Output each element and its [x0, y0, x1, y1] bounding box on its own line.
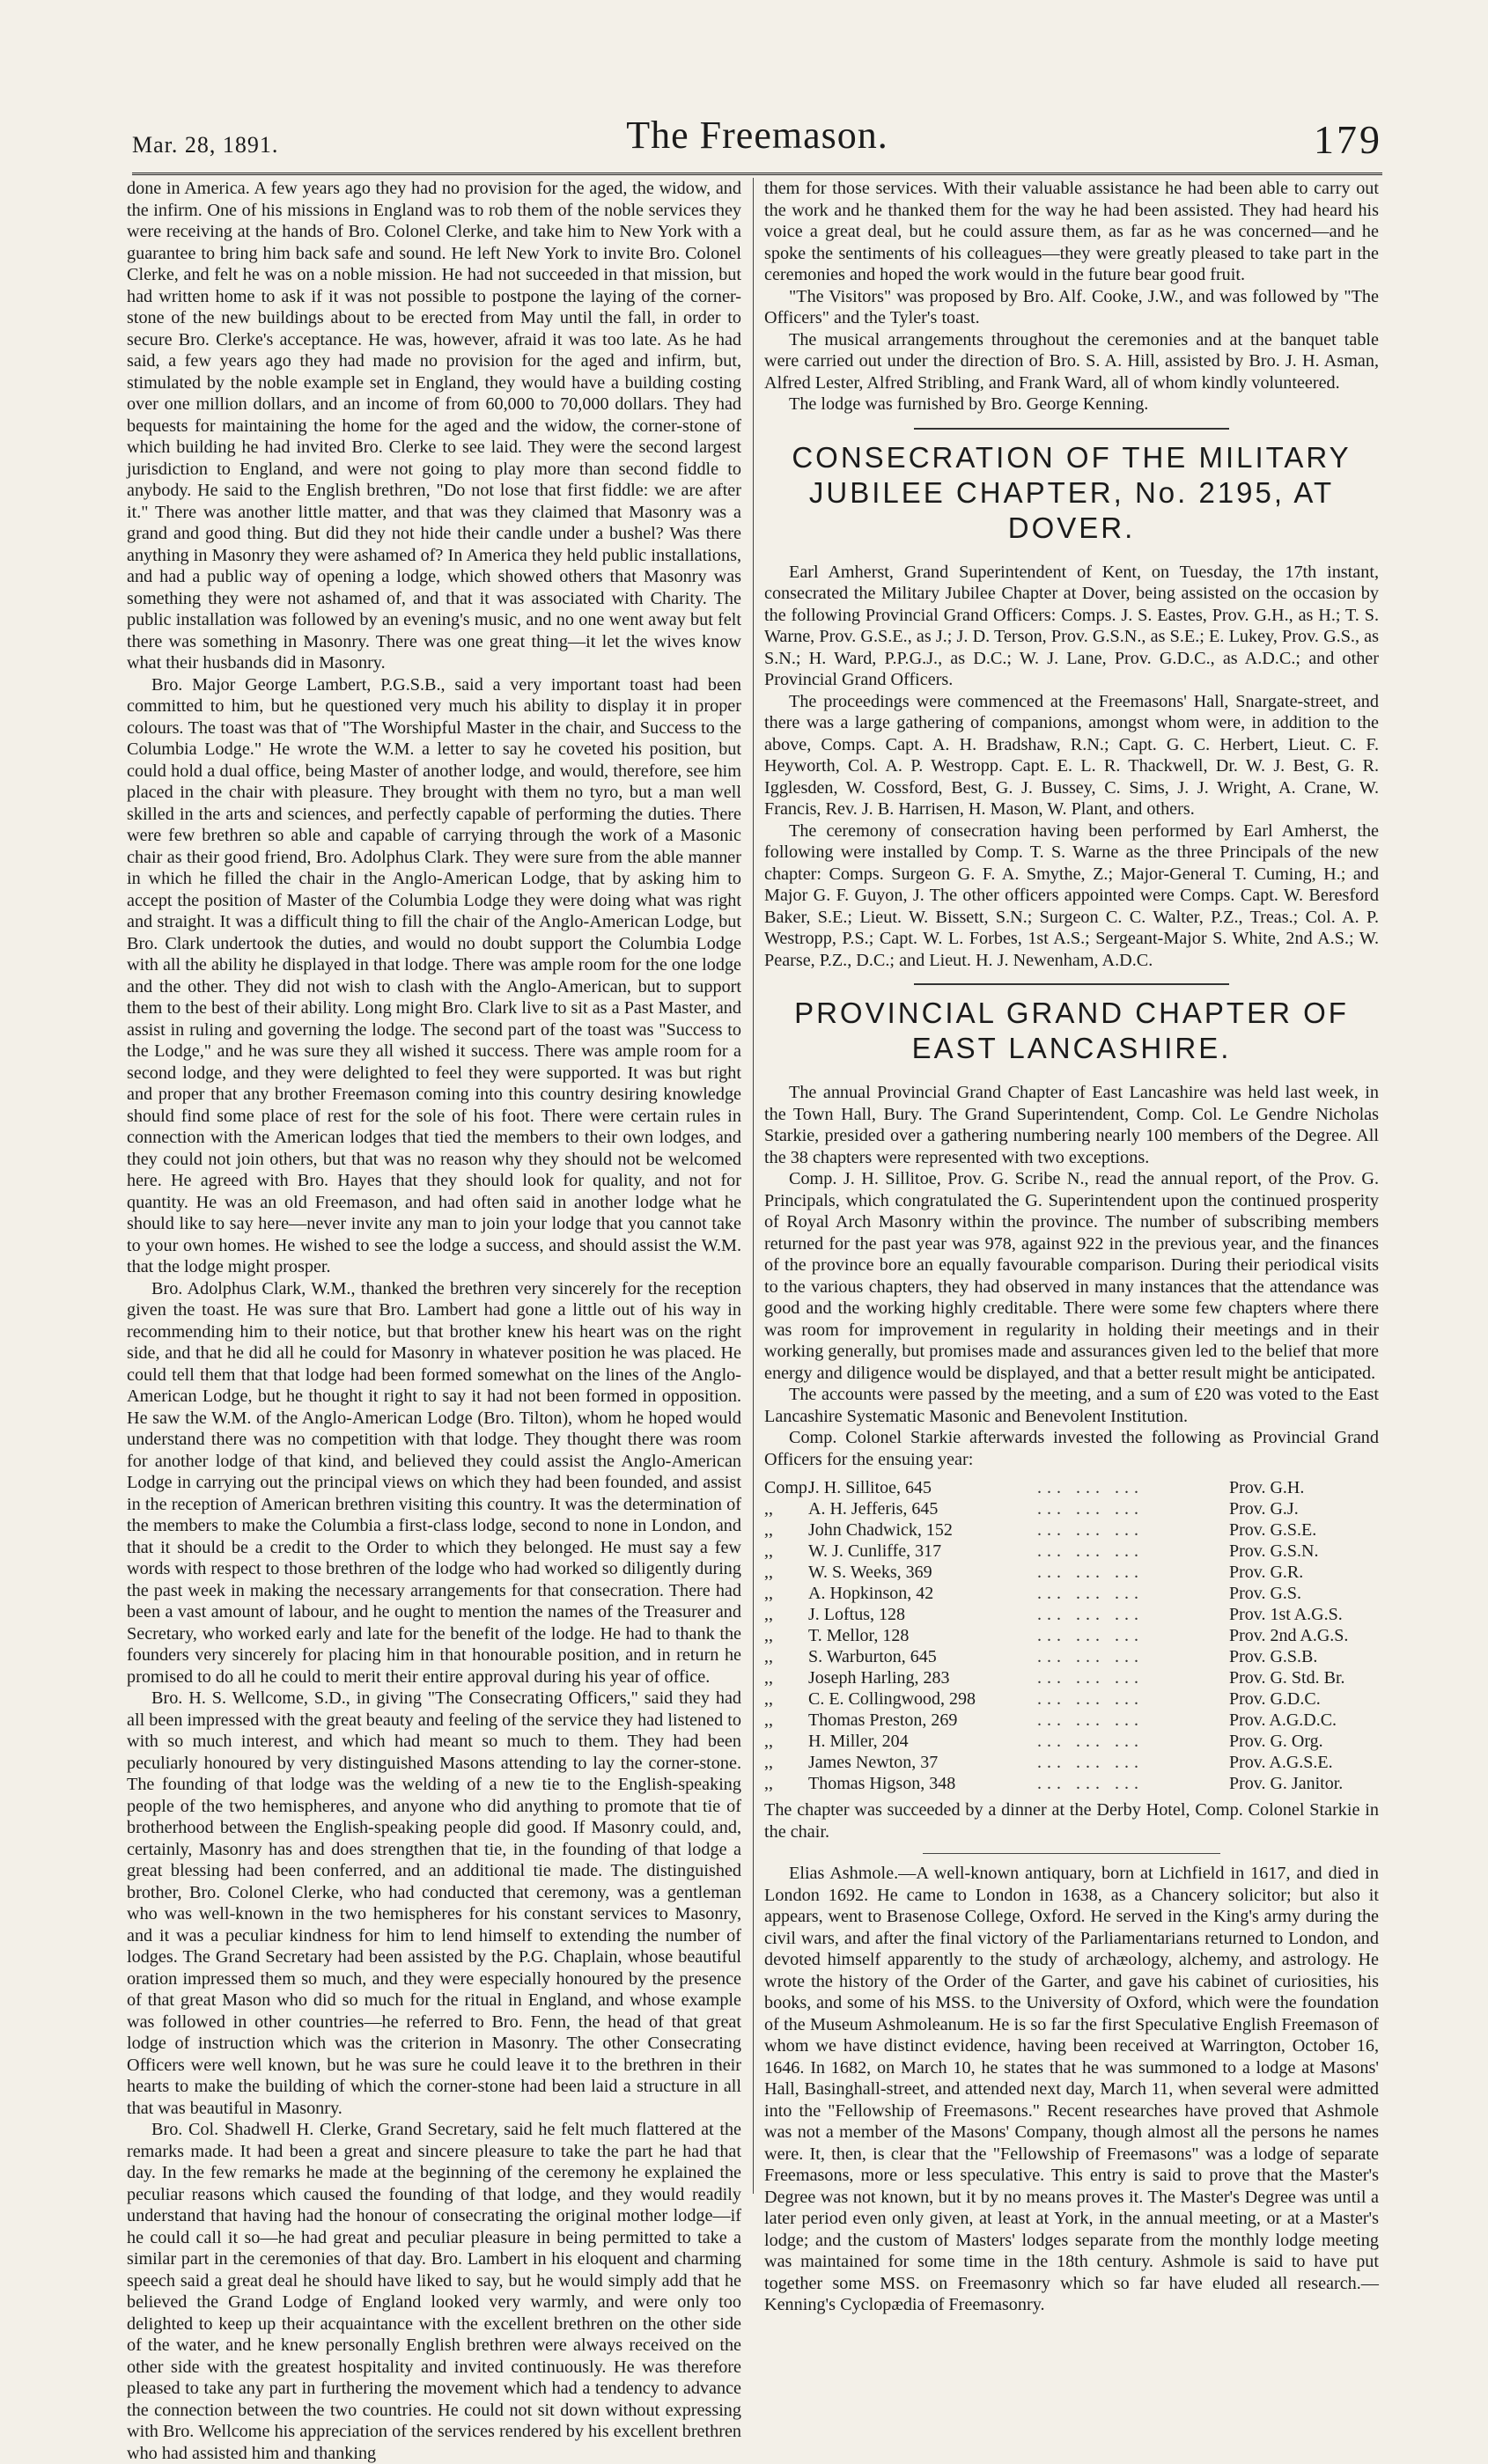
- officer-leader-dots: ... ... ...: [1037, 1541, 1144, 1561]
- issue-date: Mar. 28, 1891.: [132, 132, 279, 158]
- officer-prefix: Comp.: [764, 1478, 812, 1497]
- officer-name: John Chadwick, 152: [808, 1520, 953, 1540]
- officer-name: H. Miller, 204: [808, 1732, 909, 1751]
- officer-leader-dots: ... ... ...: [1037, 1478, 1144, 1497]
- heading-line: PROVINCIAL GRAND CHAPTER OF: [794, 997, 1349, 1029]
- right-column: [764, 178, 1379, 2314]
- page-number: 179: [1314, 117, 1382, 162]
- section-rule: [914, 428, 1229, 430]
- article-paragraph: "The Visitors" was proposed by Bro. Alf. Cooke, J.W., and was followed by "The Officers" and the Tyler's toast.: [764, 286, 1379, 327]
- officer-row: [764, 1752, 1379, 1773]
- article-paragraph: Comp. Colonel Starkie afterwards invested the following as Provincial Grand Officers for the ensuing year:: [764, 1428, 1379, 1469]
- officer-name: W. S. Weeks, 369: [808, 1563, 932, 1582]
- officer-row: [764, 1625, 1379, 1646]
- officer-prefix: ,,: [764, 1710, 773, 1730]
- article-paragraph: done in America. A few years ago they had no provision for the aged, the widow, and the infirm. One of his missions in England was to rob them of the noble services they were receiving at the hands of Bro. Colonel Clerke, and take him to New York with a guarantee to bring him back safe and sound. He left New York to invite Bro. Colonel Clerke, and felt he was on a noble mission. He had not succeeded in that mission, but had written home to ask if it was not possible to postpone the laying of the corner-stone of the new buildings about to be erected from May until the fall, in order to secure Bro. Clerke's acceptance. He was, however, afraid it was too late. As he had said, a few years ago they had made no provision for the aged and infirm, but, stimulated by the noble example set in England, they would have a building costing over one million dollars, and an income of from 60,000 to 70,000 dollars. They had bequests for maintaining the home for the aged and the widow, the corner-stone of which building he had invited Bro. Clerke to see laid. They were the second largest jurisdiction to England, and were not going to play more than second fiddle to anybody. He said to the English brethren, "Do not lose that first fiddle: we are after it." There was another little matter, and that was they claimed that Masonry was a grand and good thing. But did they not hide their candle under a bushel? Was there anything in Masonry they were ashamed of? In America they held public installations, and had a public way of opening a lodge, which showed others that Masonry was something they were not ashamed of, and that it was associated with Charity. The public installation was followed by an evening's music, and no one went away but felt there was something in Masonry. There was one great thing—it let the wives know what their husbands did in Masonry.: [127, 179, 741, 673]
- officer-name: S. Warburton, 645: [808, 1647, 937, 1666]
- officer-title: Prov. G.S.B.: [1229, 1647, 1318, 1666]
- article-paragraph: Bro. Adolphus Clark, W.M., thanked the brethren very sincerely for the reception given the toast. He was sure that Bro. Lambert had gone a little out of his way in recommending him to their notice, but that brother knew his heart was on the right side, and that he did all he could for Masonry in whatever position he was placed. He could tell them that that lodge had been formed somewhat on the lines of the Anglo-American Lodge, but he thought it right to say it had not been formed in opposition. He saw the W.M. of the Anglo-American Lodge (Bro. Tilton), whom he hoped would understand there was no competition with that lodge. They thought there was room for another lodge of that kind, and believed they could assist the Anglo-American Lodge in carrying out the principal views on which they had been founded, and assist in the reception of American brethren visiting this country. It was the determination of the members to make the Columbia a first-class lodge, second to none in London, and that it should be a credit to the Order to which they belonged. He must say a few words with respect to those brethren of the lodge who had worked so diligently during the past week in making the necessary arrangements for that consecration. There had been a vast amount of labour, and he ought to mention the names of the Treasurer and Secretary, who worked early and late for the benefit of the lodge. He had to thank the founders very sincerely for placing him in that honourable position, and in return he promised to do all he could to merit their entire approval during his year of office.: [127, 1278, 741, 1687]
- officer-name: A. H. Jefferis, 645: [808, 1499, 939, 1519]
- officer-leader-dots: ... ... ...: [1037, 1689, 1144, 1709]
- section-rule: [914, 983, 1229, 985]
- officer-row: [764, 1477, 1379, 1498]
- officer-row: [764, 1710, 1379, 1731]
- officer-prefix: ,,: [764, 1626, 773, 1645]
- officer-prefix: ,,: [764, 1689, 773, 1709]
- article-paragraph: The musical arrangements throughout the ceremonies and at the banquet table were carried out under the direction of Bro. S. A. Hill, assisted by Bro. J. H. Asman, Alfred Lester, Alfred Stribling, and Frank Ward, all of whom kindly volunteered.: [764, 329, 1379, 393]
- officer-prefix: ,,: [764, 1520, 773, 1540]
- officer-name: James Newton, 37: [808, 1753, 939, 1772]
- heading-line: EAST LANCASHIRE.: [911, 1032, 1232, 1064]
- heading-line: JUBILEE CHAPTER, No. 2195, AT DOVER.: [808, 475, 1335, 544]
- article-paragraph: Bro. Major George Lambert, P.G.S.B., said a very important toast had been committed to him, but he questioned very much his ability to display it in proper colours. The toast was that of "The Worshipful Master in the chair, and Success to the Columbia Lodge." He wrote the W.M. a letter to say he coveted his position, but could hold a dual office, being Master of another lodge, and would, therefore, see him placed in the chair with pleasure. They brought with them no tyro, but a man well skilled in the arts and sciences, and perfectly capable of performing the duties. There were few brethren so able and capable of carrying through the work of a Masonic chair as their good friend, Bro. Adolphus Clark. They were sure from the able manner in which he filled the chair in the Anglo-American Lodge, that by asking him to accept the position of Master of the Columbia Lodge they were doing what was right and straight. It was a difficult thing to fill the chair of the Anglo-American Lodge, but Bro. Clark undertook the duties, and would no doubt support the Columbia Lodge with all the ability he displayed in that lodge. There was ample room for the one lodge and the other. They did not wish to clash with the Anglo-American, but to support them to the best of their ability. Long might Bro. Clark live to sit as a Past Master, and assist in ruling and governing the lodge. The second part of the toast was "Success to the Lodge," and he was sure they all wished it success. There was ample room for a second lodge, and they were delighted to feel they were supported. It was but right and proper that any brother Freemason coming into this country desiring knowledge should find some place of rest for the sole of his foot. There were certain rules in connection with the American lodges that tied the members to their own lodges, and they could not join others, but that was no reason why they should not be welcomed here. He agreed with Bro. Hayes that they should look for quality, and not for quantity. He was an old Freemason, and had often said in another lodge what he should like to say here—never invite any man to join your lodge that you cannot take to your own homes. He wished to see the lodge a success, and should assist the W.M. that the lodge might prosper.: [127, 674, 741, 1276]
- page-header: [132, 113, 1382, 165]
- article-paragraph: The lodge was furnished by Bro. George Kenning.: [789, 394, 1149, 414]
- officer-name: Thomas Higson, 348: [808, 1774, 956, 1793]
- officer-leader-dots: ... ... ...: [1037, 1774, 1144, 1793]
- officer-row: [764, 1519, 1379, 1541]
- officer-title: Prov. G.H.: [1229, 1478, 1305, 1497]
- officer-title: Prov. A.G.D.C.: [1229, 1710, 1337, 1730]
- article-paragraph: The proceedings were commenced at the Freemasons' Hall, Snargate-street, and there was a large gathering of companions, amongst whom were, in addition to the above, Comps. Capt. A. H. Bradshaw, R.N.; Capt. G. C. Herbert, Lieut. C. F. Heyworth, Col. A. P. Westropp. Capt. E. L. R. Thackwell, Dr. W. J. Best, G. R. Igglesden, W. Cossford, Best, G. J. Bussey, C. Sims, J. J. Wright, A. Crane, W. Francis, Rev. J. B. Harrisen, H. Mason, W. Plant, and others.: [764, 691, 1379, 819]
- officer-leader-dots: ... ... ...: [1037, 1668, 1144, 1688]
- officer-title: Prov. G. Janitor.: [1229, 1774, 1344, 1793]
- officer-prefix: ,,: [764, 1668, 773, 1688]
- article-paragraph: The chapter was succeeded by a dinner at the Derby Hotel, Comp. Colonel Starkie in the chair.: [764, 1800, 1379, 1842]
- officer-leader-dots: ... ... ...: [1037, 1753, 1144, 1772]
- officer-title: Prov. G.S.: [1229, 1584, 1302, 1603]
- officer-title: Prov. G. Org.: [1229, 1732, 1323, 1751]
- officers-list: [764, 1477, 1379, 1794]
- officer-name: W. J. Cunliffe, 317: [808, 1541, 942, 1561]
- article-paragraph: The ceremony of consecration having been performed by Earl Amherst, the following were installed by Comp. T. S. Warne as the three Principals of the new chapter: Comps. Surgeon G. F. A. Smythe, Z.; Major-General T. Cuming, H.; and Major G. F. Guyon, J. The other officers appointed were Comps. Capt. W. Beresford Baker, S.E.; Lieut. W. Bissett, S.N.; Surgeon C. C. Walter, P.Z., Treas.; Col. A. P. Westropp, P.S.; Capt. W. L. Forbes, 1st A.S.; Sergeant-Major S. White, 2nd A.S.; W. Pearse, P.Z., D.C.; and Lieut. H. J. Newenham, A.D.C.: [764, 820, 1379, 970]
- officer-row: [764, 1541, 1379, 1562]
- officer-name: T. Mellor, 128: [808, 1626, 910, 1645]
- officer-title: Prov. 1st A.G.S.: [1229, 1605, 1343, 1624]
- officer-row: [764, 1498, 1379, 1519]
- officer-title: Prov. G. Std. Br.: [1229, 1668, 1345, 1688]
- officer-leader-dots: ... ... ...: [1037, 1563, 1144, 1582]
- ornament-rule: [923, 1853, 1220, 1854]
- article-paragraph: Comp. J. H. Sillitoe, Prov. G. Scribe N., read the annual report, of the Prov. G. Principals, which congratulated the G. Superintendent upon the continued prosperity of Royal Arch Masonry within the province. The number of subscribing members returned for the past year was 978, against 922 in the previous year, and the finances of the province bore an equally favourable comparison. During their periodical visits to the various chapters, they had observed in many instances that the attendance was good and the working highly creditable. There were some few chapters where there was room for improvement in regularity in holding their meetings and in their working generally, but promises made and assurances given led to the belief that more energy and diligence would be displayed, and that a better result might be anticipated.: [764, 1169, 1379, 1383]
- officer-prefix: ,,: [764, 1563, 773, 1582]
- officer-leader-dots: ... ... ...: [1037, 1626, 1144, 1645]
- officer-prefix: ,,: [764, 1647, 773, 1666]
- officer-title: Prov. G.S.E.: [1229, 1520, 1317, 1540]
- officer-row: [764, 1646, 1379, 1667]
- officer-prefix: ,,: [764, 1774, 773, 1793]
- officer-title: Prov. G.D.C.: [1229, 1689, 1321, 1709]
- column-divider: [753, 178, 754, 2194]
- officer-prefix: ,,: [764, 1499, 773, 1519]
- officer-title: Prov. G.J.: [1229, 1499, 1299, 1519]
- officer-leader-dots: ... ... ...: [1037, 1584, 1144, 1603]
- officer-prefix: ,,: [764, 1753, 773, 1772]
- left-column: [127, 178, 741, 2463]
- officer-row: [764, 1583, 1379, 1604]
- officer-title: Prov. 2nd A.G.S.: [1229, 1626, 1349, 1645]
- officer-row: [764, 1604, 1379, 1625]
- officer-row: [764, 1562, 1379, 1583]
- officer-row: [764, 1688, 1379, 1710]
- officer-row: [764, 1667, 1379, 1688]
- article-paragraph: Bro. H. S. Wellcome, S.D., in giving "The Consecrating Officers," said they had all been impressed with the great beauty and feeling of the service they had listened to with so much interest, and which had meant so much to them. They had been peculiarly honoured by very distinguished Masons attending to lay the corner-stone. The founding of that lodge was the welding of a new tie to the English-speaking people of the two hemispheres, and anyone who did anything to promote that tie of brotherhood between the English-speaking people did good. If Masonry could, and, certainly, Masonry has and does strengthen that tie, in the founding of that lodge a great blessing had been conferred, and an additional tie made. The distinguished brother, Bro. Colonel Clerke, who had conducted that ceremony, was a gentleman who was well-known in the two hemispheres for his constant services to Masonry, and it was a peculiar kindness for him to lend himself to extending the number of lodges. The Grand Secretary had been assisted by the P.G. Chaplain, whose beautiful oration impressed them so much, and they were especially honoured by the presence of that great Mason who did so much for the ritual in England, and whose example was followed in other countries—he referred to Bro. Fenn, the head of that great lodge of instruction which was the criterion in Masonry. The other Consecrating Officers were well known, but he was sure he could leave it to the brethren in their hearts to make the building of which the corner-stone had been laid a structure in all that was beautiful in Masonry.: [127, 1688, 741, 2118]
- officer-title: Prov. A.G.S.E.: [1229, 1753, 1333, 1772]
- heading-line: CONSECRATION OF THE MILITARY: [792, 440, 1352, 474]
- section-heading-military-jubilee: [764, 440, 1379, 546]
- officer-name: Joseph Harling, 283: [808, 1668, 950, 1688]
- officer-leader-dots: ... ... ...: [1037, 1520, 1144, 1540]
- officer-name: A. Hopkinson, 42: [808, 1584, 934, 1603]
- officer-name: J. H. Sillitoe, 645: [808, 1478, 932, 1497]
- article-paragraph: Bro. Col. Shadwell H. Clerke, Grand Secretary, said he felt much flattered at the remarks made. It had been a great and sincere pleasure to take the part he had that day. In the few remarks he made at the beginning of the ceremony he explained the peculiar reasons which caused the founding of that lodge, and they would readily understand that having had the honour of consecrating the original mother lodge—if he could call it so—he had great and peculiar pleasure in being permitted to take a similar part in the ceremonies of that day. Bro. Lambert in his eloquent and charming speech said a great deal he should have liked to say, but he would simply add that he believed the Grand Lodge of England looked very warmly, and were only too delighted to keep up their acquaintance with the excellent brethren on the other side of the water, and he knew personally English brethren were always received on the other side with the greatest hospitality and invited continuously. He was therefore pleased to take any part in furthering the movement which had a tendency to advance the connection between the two countries. He could not sit down without expressing with Bro. Wellcome his appreciation of the services rendered by his excellent brethren who had assisted him and thanking: [127, 2120, 741, 2463]
- officer-row: [764, 1773, 1379, 1794]
- officer-leader-dots: ... ... ...: [1037, 1499, 1144, 1519]
- officer-leader-dots: ... ... ...: [1037, 1647, 1144, 1666]
- officer-prefix: ,,: [764, 1605, 773, 1624]
- header-rule: [132, 173, 1382, 175]
- officer-title: Prov. G.R.: [1229, 1563, 1304, 1582]
- article-paragraph: The annual Provincial Grand Chapter of East Lancashire was held last week, in the Town Hall, Bury. The Grand Superintendent, Comp. Col. Le Gendre Nicholas Starkie, presided over a gathering numbering nearly 100 members of the Degree. All the 38 chapters were represented with two exceptions.: [764, 1083, 1379, 1167]
- officer-name: Thomas Preston, 269: [808, 1710, 958, 1730]
- officer-prefix: ,,: [764, 1541, 773, 1561]
- officer-leader-dots: ... ... ...: [1037, 1605, 1144, 1624]
- article-paragraph: them for those services. With their valuable assistance he had been able to carry out the work and he thanked them for the way he had been assisted. They had heard his voice a great deal, but he could assure them, as far as he was concerned—and he spoke the sentiments of his colleagues—they were greatly pleased to take part in the ceremonies and hoped the work would in the future bear good fruit.: [764, 179, 1379, 284]
- officer-leader-dots: ... ... ...: [1037, 1710, 1144, 1730]
- article-paragraph: The accounts were passed by the meeting, and a sum of £20 was voted to the East Lancashire Systematic Masonic and Benevolent Institution.: [764, 1385, 1379, 1426]
- officer-prefix: ,,: [764, 1584, 773, 1603]
- officer-prefix: ,,: [764, 1732, 773, 1751]
- ashmole-paragraph: Elias Ashmole.—A well-known antiquary, born at Lichfield in 1617, and died in London 1692. He came to London in 1638, as a Chancery solicitor; but also it appears, went to Brasenose College, Oxford. He served in the King's army during the civil wars, and after the final victory of the Parliamentarians returned to London, and devoted himself apparently to the study of archæology, alchemy, and astrology. He wrote the history of the Order of the Garter, and gave his cabinet of curiosities, his books, and some of his MSS. to the University of Oxford, which were the foundation of the Museum Ashmoleanum. He is so far the first Speculative English Freemason of whom we have distinct evidence, having been received at Warrington, October 16, 1646. In 1682, on March 10, he states that he was summoned to a lodge at Masons' Hall, Basinghall-street, and attended next day, March 11, when several were admitted into the "Fellowship of Freemasons." Recent researches have proved that Ashmole was not a member of the Masons' Company, though almost all the persons he names were. It, then, is clear that the "Fellowship of Freemasons" was a lodge of separate Freemasons, more or less speculative. This entry is said to prove that the Master's Degree was not known, but it by no means proves it. The Master's Degree was until a later period even only given, at least at York, in the annual meeting, or at a Master's lodge; and the custom of Masters' lodges separate from the monthly lodge meeting was maintained for some time in the 18th century. Ashmole is said to have put together some MSS. on Freemasonry which so far have eluded all research.—Kenning's Cyclopædia of Freemasonry.: [764, 1864, 1379, 2314]
- officer-name: J. Loftus, 128: [808, 1605, 905, 1624]
- officer-title: Prov. G.S.N.: [1229, 1541, 1319, 1561]
- officer-leader-dots: ... ... ...: [1037, 1732, 1144, 1751]
- officer-name: C. E. Collingwood, 298: [808, 1689, 976, 1709]
- masthead-title: The Freemason.: [626, 114, 888, 157]
- article-paragraph: Earl Amherst, Grand Superintendent of Kent, on Tuesday, the 17th instant, consecrated the Military Jubilee Chapter at Dover, being assisted on the occasion by the following Provincial Grand Officers: Comps. J. S. Eastes, Prov. G.H., as H.; T. S. Warne, Prov. G.S.E., as J.; J. D. Terson, Prov. G.S.N., as S.E.; E. Lukey, Prov. G.S., as S.N.; H. Ward, P.P.G.J., as D.C.; W. J. Lane, Prov. G.D.C., as A.D.C.; and other Provincial Grand Officers.: [764, 562, 1379, 689]
- officer-row: [764, 1731, 1379, 1752]
- section-heading-east-lancashire: [764, 996, 1379, 1066]
